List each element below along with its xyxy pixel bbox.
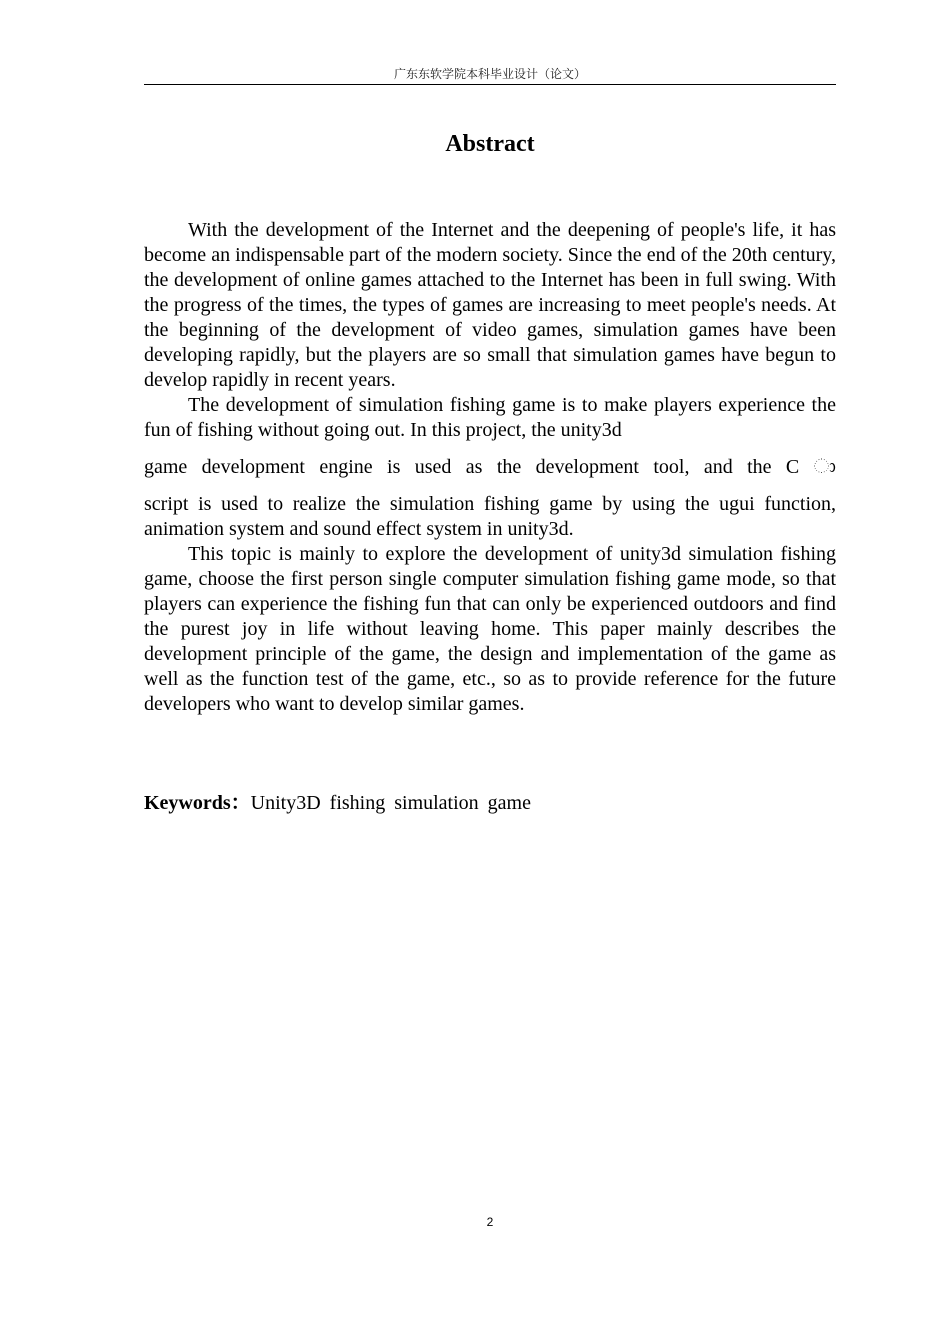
page-number: 2: [486, 1215, 494, 1229]
paragraph-3: This topic is mainly to explore the development of unity3d simulation fishing game, choose the first person single computer simulation fishing game mode, so that players can experience the fishing fun that can only be experienced outdoors and find the purest joy in life without leaving home. This paper mainly describes the development principle of the game, the design and implementation of the game as well as the function test of the game, etc., so as to provide reference for the future developers who want to develop similar games.: [144, 543, 836, 715]
paragraph-2-end: script is used to realize the simulation fishing game by using the ugui function, animation system and sound effect system in unity3d.: [144, 493, 836, 540]
keywords-line: [144, 790, 836, 816]
paragraph-2-mid: game development engine is used as the development tool, and the C ා: [144, 456, 836, 478]
abstract-title: Abstract: [445, 131, 535, 157]
keywords-label: Keywords：: [144, 792, 251, 814]
header-text: 广东东软学院本科毕业设计（论文）: [393, 67, 586, 81]
abstract-body: [144, 218, 836, 717]
paragraph-2: [144, 393, 836, 542]
keywords-value: Unity3D fishing simulation game: [250, 792, 531, 814]
paragraph-2-start: The development of simulation fishing game is to make players experience the fun of fishing without going out. In this project, the unity3d: [144, 394, 836, 441]
page-header: [144, 66, 836, 85]
paragraph-1: With the development of the Internet and the deepening of people's life, it has become an indispensable part of the modern society. Since the end of the 20th century, the development of online games attached to the Internet has been in full swing. With the progress of the times, the types of games are increasing to meet people's needs. At the beginning of the development of video games, simulation games have been developing rapidly, but the players are so small that simulation games have begun to develop rapidly in recent years.: [144, 219, 836, 391]
